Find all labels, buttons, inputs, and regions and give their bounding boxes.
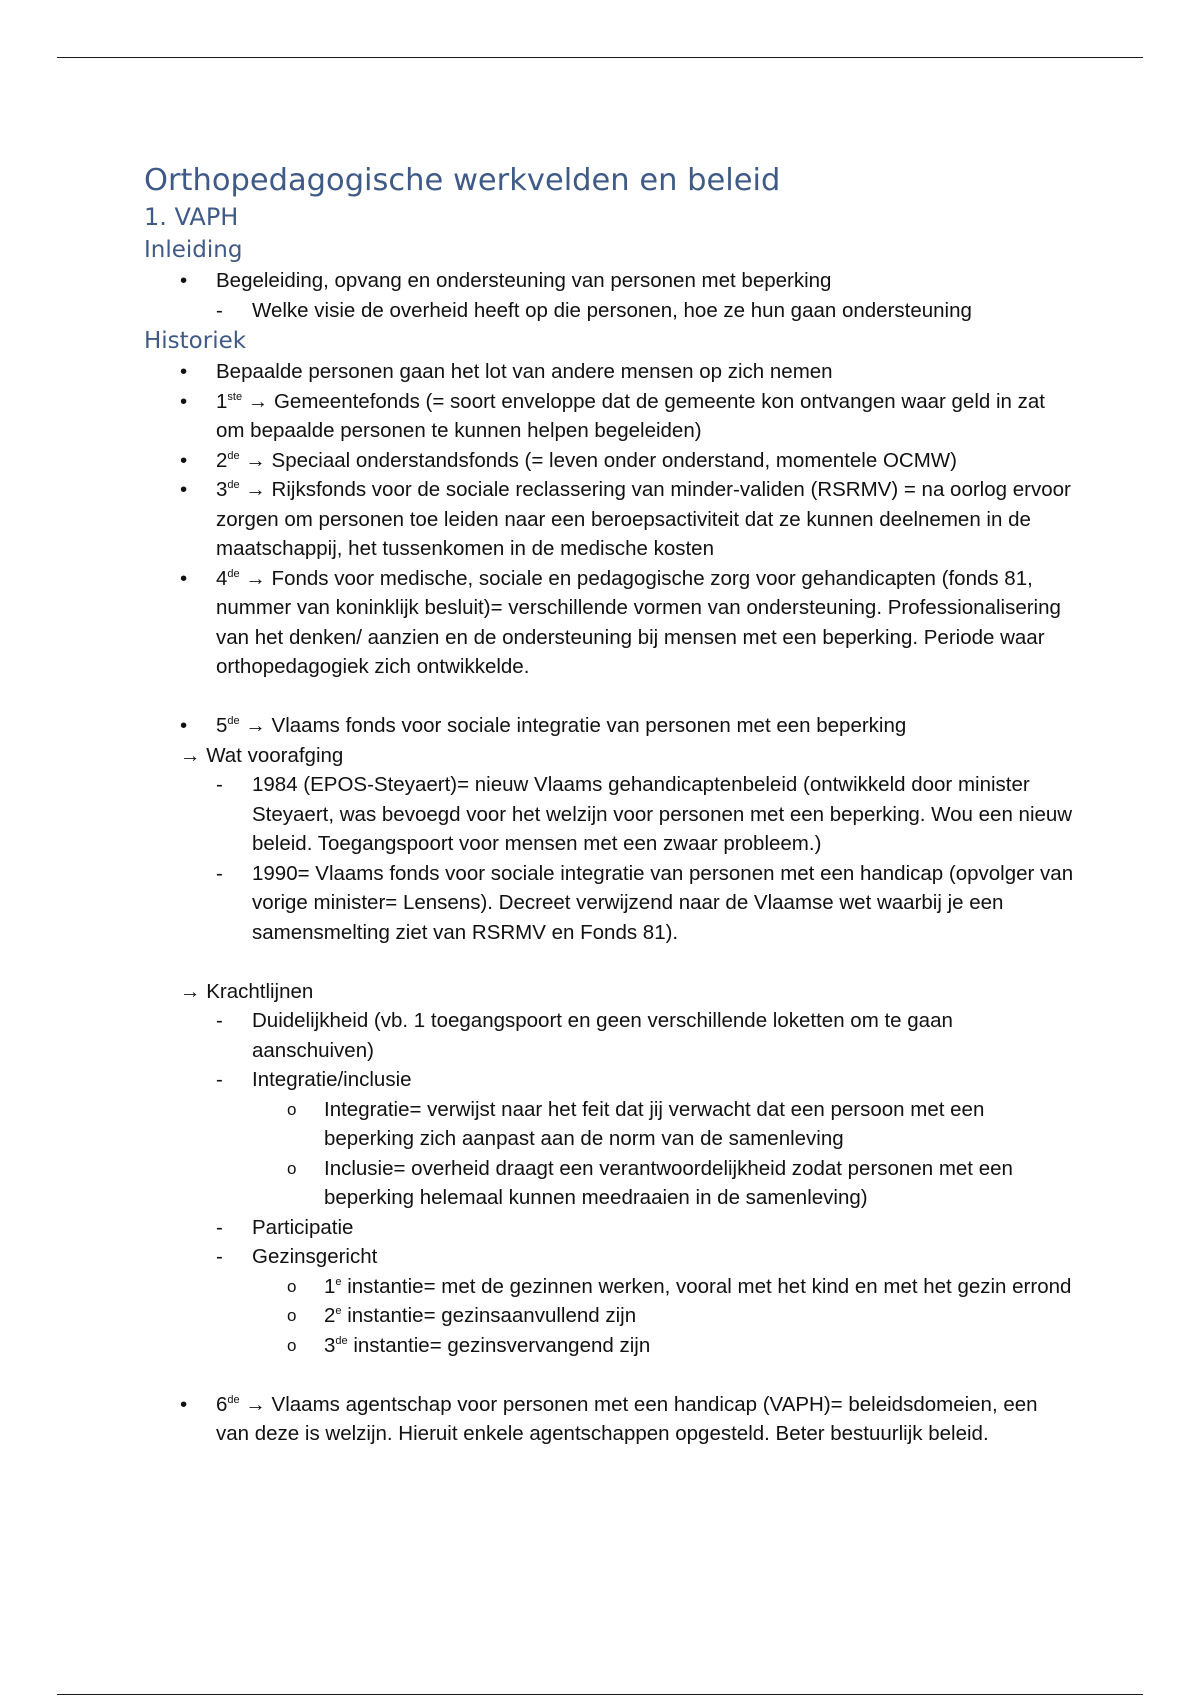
blank-line: [144, 1360, 1074, 1390]
bullet-marker: •: [180, 566, 188, 590]
item-text: Gezinsgericht: [252, 1245, 378, 1268]
item-text: Begeleiding, opvang en ondersteuning van personen met beperking: [216, 269, 832, 292]
item-text: Duidelijkheid (vb. 1 toegangspoort en geen verschillende loketten om te gaan aanschuiven): [252, 1009, 953, 1062]
list-item: [144, 564, 1074, 682]
voorafging-label: → Wat voorafging: [180, 743, 344, 767]
ordinal-suffix: e: [335, 1305, 342, 1318]
item-text: 1984 (EPOS-Steyaert)= nieuw Vlaams gehandicaptenbeleid (ontwikkeld door minister Steyaert, was bevoegd voor het welzijn voor personen met een beperking. Wou een nieuw beleid. Toegangspoort voor mensen met een zwaar probleem.): [252, 773, 1073, 855]
bullet-marker: •: [180, 360, 188, 383]
ordinal-number: 5: [216, 714, 228, 737]
bullet-marker: •: [180, 448, 188, 472]
ordinal-number: 3: [324, 1333, 336, 1357]
bullet-marker: •: [180, 269, 188, 292]
item-text: Integratie/inclusie: [252, 1068, 412, 1091]
ordinal-number: 3: [216, 478, 228, 501]
item-text: → Vlaams agentschap voor personen met een handicap (VAPH)= beleidsdomeien, een van deze is welzijn. Hieruit enkele agentschappen opgesteld. Beter bestuurlijk beleid.: [216, 1392, 1038, 1445]
ordinal-suffix: de: [227, 479, 240, 492]
inleiding-heading: Inleiding: [144, 237, 243, 263]
dash-marker: -: [216, 1215, 223, 1239]
ordinal-number: 4: [216, 566, 228, 590]
circle-marker: o: [287, 1158, 297, 1178]
document-body: [144, 162, 1074, 1449]
ordinal-number: 2: [324, 1304, 336, 1327]
list-item: [144, 357, 1074, 387]
footer-rule: [57, 1694, 1143, 1695]
list-item: [144, 1301, 1074, 1331]
list-item: [144, 1154, 1074, 1213]
dash-marker: -: [216, 1009, 223, 1032]
list-item: [144, 859, 1074, 948]
list-item: [144, 711, 1074, 741]
list-item: [144, 446, 1074, 476]
blank-line: [144, 682, 1074, 712]
dash-marker: -: [216, 1245, 223, 1268]
item-text: instantie= gezinsvervangend zijn: [347, 1333, 651, 1357]
krachtlijnen-label: → Krachtlijnen: [180, 979, 314, 1003]
section-heading: 1. VAPH: [144, 203, 239, 231]
list-item: [144, 1006, 1074, 1065]
item-text: → Speciaal onderstandsfonds (= leven onder onderstand, momentele OCMW): [239, 448, 957, 472]
bullet-marker: •: [180, 389, 188, 413]
ordinal-suffix: de: [335, 1334, 348, 1347]
circle-marker: o: [287, 1099, 297, 1119]
list-item: [144, 475, 1074, 564]
dash-marker: -: [216, 298, 223, 322]
list-item: [144, 296, 1074, 326]
list-item: [144, 387, 1074, 446]
list-item: [144, 1272, 1074, 1302]
bullet-marker: •: [180, 1392, 188, 1416]
item-text: Inclusie= overheid draagt een verantwoordelijkheid zodat personen met een beperking helemaal kunnen meedraaien in de samenleving): [324, 1156, 1013, 1209]
header-rule: [57, 57, 1143, 58]
ordinal-suffix: de: [227, 449, 240, 462]
ordinal-suffix: de: [227, 1393, 240, 1406]
circle-marker: o: [287, 1335, 297, 1355]
item-text: Welke visie de overheid heeft op die personen, hoe ze hun gaan ondersteuning: [252, 298, 972, 322]
circle-marker: o: [287, 1276, 297, 1296]
list-item: [144, 1095, 1074, 1154]
ordinal-number: 6: [216, 1392, 228, 1416]
list-item: [144, 266, 1074, 296]
ordinal-suffix: e: [335, 1275, 342, 1288]
circle-marker: o: [287, 1306, 297, 1325]
item-text: → Gemeentefonds (= soort enveloppe dat de gemeente kon ontvangen waar geld in zat om bepaalde personen te kunnen helpen begeleiden): [216, 389, 1045, 442]
ordinal-number: 2: [216, 448, 228, 472]
item-text: instantie= gezinsaanvullend zijn: [341, 1304, 637, 1327]
list-item: [144, 1213, 1074, 1243]
ordinal-number: 1: [324, 1274, 336, 1298]
list-item: [144, 1390, 1074, 1449]
item-text: Participatie: [252, 1215, 354, 1239]
blank-line: [144, 947, 1074, 977]
historiek-heading: Historiek: [144, 328, 247, 354]
item-text: → Vlaams fonds voor sociale integratie van personen met een beperking: [239, 714, 907, 737]
ordinal-number: 1: [216, 389, 228, 413]
item-text: → Fonds voor medische, sociale en pedagogische zorg voor gehandicapten (fonds 81, nummer van koninklijk besluit)= verschillende vormen van ondersteuning. Professionalisering van het denken/ aanzien en de ondersteuning bij mensen met een beperking. Periode waar orthopedagogiek zich ontwikkelde.: [216, 566, 1061, 678]
bullet-marker: •: [180, 714, 188, 737]
dash-marker: -: [216, 773, 223, 796]
item-text: instantie= met de gezinnen werken, vooral met het kind en met het gezin errond: [341, 1274, 1072, 1298]
dash-marker: -: [216, 1068, 223, 1091]
list-item: [144, 1065, 1074, 1095]
item-text: 1990= Vlaams fonds voor sociale integratie van personen met een handicap (opvolger van vorige minister= Lensens). Decreet verwijzend naar de Vlaamse wet waarbij je een samensmelting ziet van RSRMV en Fonds 81).: [252, 861, 1074, 944]
list-item: [144, 770, 1074, 859]
item-text: → Rijksfonds voor de sociale reclassering van minder-validen (RSRMV) = na oorlog ervoor zorgen om personen toe leiden naar een beroepsactiviteit dat ze kunnen deelnemen in de maatschappij, het tussenkomen in de medische kosten: [216, 478, 1071, 560]
item-text: Integratie= verwijst naar het feit dat jij verwacht dat een persoon met een beperking zich aanpast aan de norm van de samenleving: [324, 1097, 985, 1150]
ordinal-suffix: de: [227, 567, 240, 580]
list-item: [144, 1242, 1074, 1272]
document-title: Orthopedagogische werkvelden en beleid: [144, 163, 781, 198]
item-text: Bepaalde personen gaan het lot van andere mensen op zich nemen: [216, 360, 833, 383]
ordinal-suffix: de: [227, 715, 240, 728]
ordinal-suffix: ste: [227, 390, 243, 403]
list-item: [144, 1331, 1074, 1361]
dash-marker: -: [216, 861, 223, 885]
bullet-marker: •: [180, 478, 188, 501]
